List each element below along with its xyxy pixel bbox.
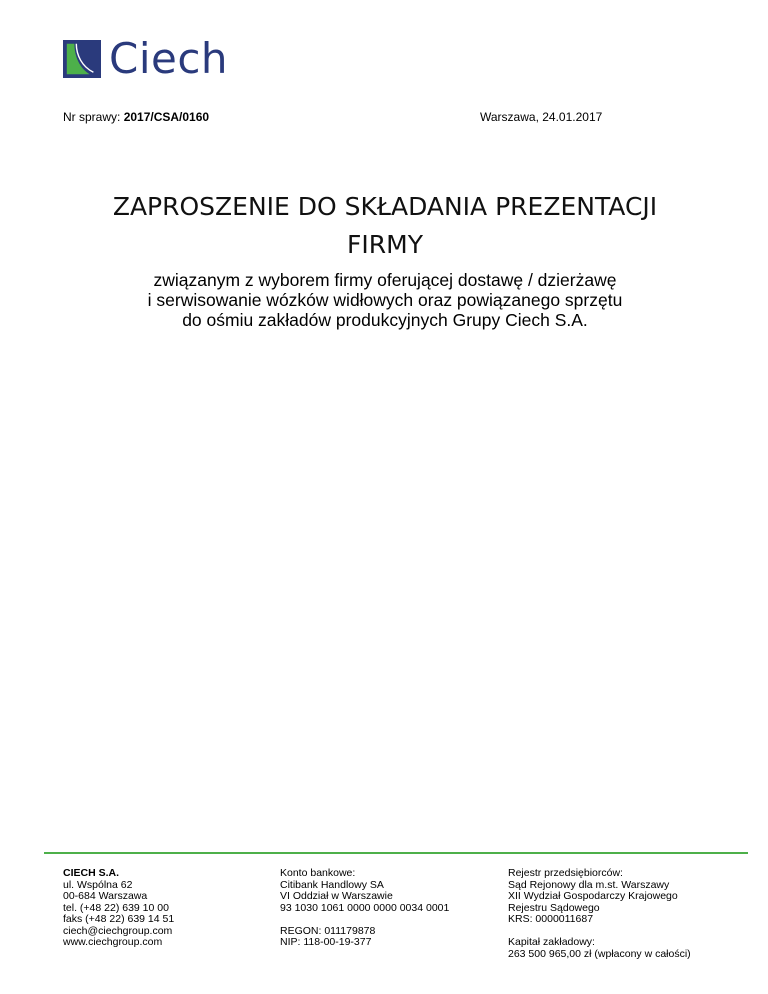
bank-branch: VI Oddział w Warszawie bbox=[280, 890, 393, 902]
subtitle-line-2: i serwisowanie wózków widłowych oraz powiązanego sprzętu bbox=[147, 290, 623, 310]
footer-company bbox=[63, 868, 174, 949]
registry-krs: KRS: 0000011687 bbox=[508, 913, 594, 925]
company-fax: faks (+48 22) 639 14 51 bbox=[63, 913, 175, 925]
ciech-logo bbox=[63, 34, 229, 83]
registry-court: Sąd Rejonowy dla m.st. Warszawy bbox=[508, 878, 670, 891]
case-number-label: Nr sprawy: bbox=[63, 110, 121, 124]
capital-value: 263 500 965,00 zł (wpłacony w całości) bbox=[508, 947, 691, 960]
bank-account-number: 93 1030 1061 0000 0000 0034 0001 bbox=[280, 901, 450, 914]
ciech-logo-text: Ciech bbox=[109, 34, 229, 83]
company-email: ciech@ciechgroup.com bbox=[63, 924, 173, 937]
ciech-logo-mark-icon bbox=[63, 40, 101, 78]
subtitle-line-3: do ośmiu zakładów produkcyjnych Grupy Ciech S.A. bbox=[182, 310, 588, 330]
capital-label: Kapitał zakładowy: bbox=[508, 936, 595, 948]
document-title-line-1: ZAPROSZENIE DO SKŁADANIA PREZENTACJI bbox=[112, 192, 658, 221]
company-address-street: ul. Wspólna 62 bbox=[63, 878, 133, 891]
nip: NIP: 118-00-19-377 bbox=[280, 936, 372, 948]
registry-register: Rejestru Sądowego bbox=[508, 901, 600, 914]
registry-division: XII Wydział Gospodarczy Krajowego bbox=[508, 890, 678, 902]
company-website: www.ciechgroup.com bbox=[63, 936, 163, 948]
company-address-city: 00-684 Warszawa bbox=[63, 890, 148, 902]
footer-bank bbox=[280, 868, 449, 949]
case-number: 2017/CSA/0160 bbox=[123, 110, 210, 124]
place-date: Warszawa, 24.01.2017 bbox=[480, 110, 603, 124]
footer-registry bbox=[508, 868, 691, 960]
bank-label: Konto bankowe: bbox=[280, 867, 356, 879]
case-number-line bbox=[63, 110, 209, 124]
document-title bbox=[40, 188, 730, 264]
bank-name: Citibank Handlowy SA bbox=[280, 878, 384, 891]
company-phone: tel. (+48 22) 639 10 00 bbox=[63, 901, 169, 914]
subtitle-line-1: związanym z wyborem firmy oferującej dostawę / dzierżawę bbox=[153, 270, 617, 290]
document-subtitle bbox=[40, 270, 730, 330]
regon: REGON: 011179878 bbox=[280, 924, 376, 937]
company-name: CIECH S.A. bbox=[63, 867, 120, 879]
registry-label: Rejestr przedsiębiorców: bbox=[508, 867, 623, 879]
footer-divider bbox=[44, 852, 748, 854]
document-title-line-2: FIRMY bbox=[347, 230, 423, 259]
